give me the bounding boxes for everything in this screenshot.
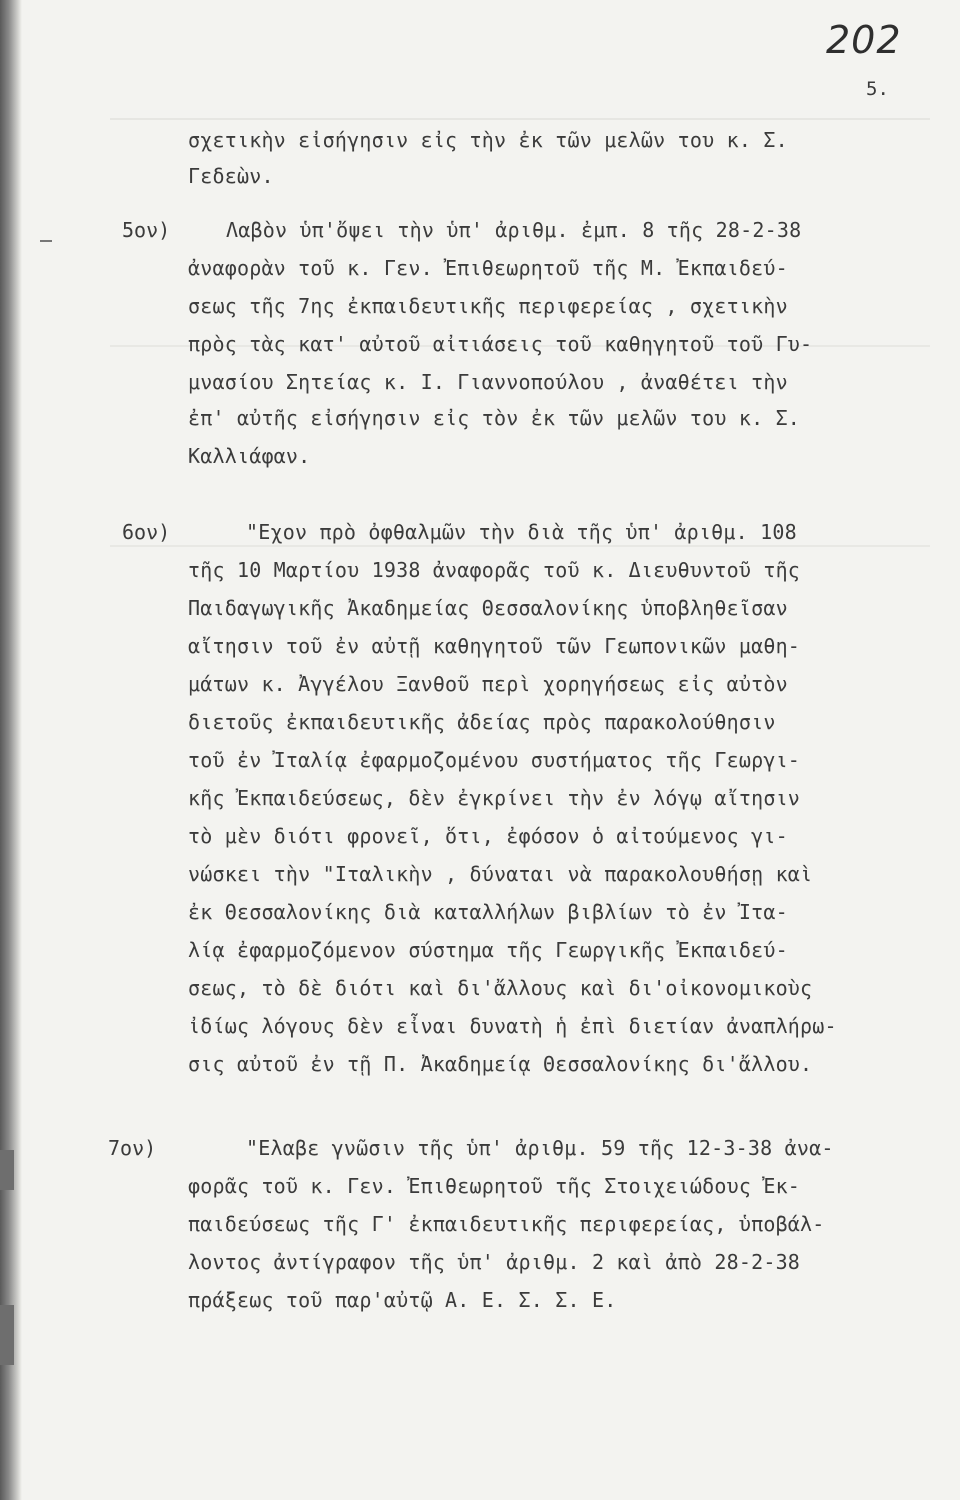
margin-tick-mark xyxy=(40,240,52,242)
text-line: μάτων κ. Ἀγγέλου Ξανθοῦ περὶ χορηγήσεως εἰς αὐτὸν xyxy=(188,672,788,696)
text-line: ἐκ Θεσσαλονίκης διὰ καταλλήλων βιβλίων τὸ ἐν Ἰτα- xyxy=(188,900,788,924)
show-through xyxy=(110,545,930,547)
text-line: διετοῦς ἐκπαιδευτικῆς ἀδείας πρὸς παρακολούθησιν xyxy=(188,710,776,734)
text-line: Λαβὸν ὑπ'ὄψει τὴν ὑπ' ἀριθμ. ἐμπ. 8 τῆς 28-2-38 xyxy=(226,218,802,242)
text-line: παιδεύσεως τῆς Γ' ἐκπαιδευτικῆς περιφερείας, ὑποβάλ- xyxy=(188,1212,825,1236)
text-line: τὸ μὲν διότι φρονεῖ, ὅτι, ἐφόσον ὁ αἰτούμενος γι- xyxy=(188,824,788,848)
text-line: σις αὐτοῦ ἐν τῇ Π. Ἀκαδημείᾳ Θεσσαλονίκης δι'ἄλλου. xyxy=(188,1052,813,1076)
text-line: ἀναφορὰν τοῦ κ. Γεν. Ἐπιθεωρητοῦ τῆς Μ. Ἐκπαιδεύ- xyxy=(188,256,788,280)
text-line: σχετικὴν εἰσήγησιν εἰς τὴν ἐκ τῶν μελῶν του κ. Σ. xyxy=(188,128,788,152)
item-marker: 6ον) xyxy=(122,520,171,544)
text-line: Παιδαγωγικῆς Ἀκαδημείας Θεσσαλονίκης ὑποβληθεῖσαν xyxy=(188,596,788,620)
text-line: πρὸς τὰς κατ' αὐτοῦ αἰτιάσεις τοῦ καθηγητοῦ τοῦ Γυ- xyxy=(188,332,813,356)
item-marker: 7ον) xyxy=(108,1136,157,1160)
text-line: "Εχον πρὸ ὀφθαλμῶν τὴν διὰ τῆς ὑπ' ἀριθμ. 108 xyxy=(246,520,797,544)
text-line: "Ελαβε γνῶσιν τῆς ὑπ' ἀριθμ. 59 τῆς 12-3-38 ἀνα- xyxy=(246,1136,834,1160)
text-line: αἴτησιν τοῦ ἐν αὐτῇ καθηγητοῦ τῶν Γεωπονικῶν μαθη- xyxy=(188,634,801,658)
show-through xyxy=(110,118,930,120)
text-line: Γεδεὼν. xyxy=(188,164,274,188)
scan-left-edge xyxy=(0,0,22,1500)
text-line: πράξεως τοῦ παρ'αὐτῷ Α. Ε. Σ. Σ. Ε. xyxy=(188,1288,617,1312)
scan-edge-mark xyxy=(0,1305,14,1365)
text-line: σεως τῆς 7ης ἐκπαιδευτικῆς περιφερείας , σχετικὴν xyxy=(188,294,788,318)
text-line: ἐπ' αὐτῆς εἰσήγησιν εἰς τὸν ἐκ τῶν μελῶν του κ. Σ. xyxy=(188,406,801,430)
text-line: μνασίου Σητείας κ. Ι. Γιαννοπούλου , ἀναθέτει τὴν xyxy=(188,370,788,394)
item-marker: 5ον) xyxy=(122,218,171,242)
text-line: φορᾶς τοῦ κ. Γεν. Ἐπιθεωρητοῦ τῆς Στοιχειώδους Ἐκ- xyxy=(188,1174,801,1198)
scan-edge-mark xyxy=(0,1150,14,1190)
text-line: Καλλιάφαν. xyxy=(188,444,311,468)
text-line: κῆς Ἐκπαιδεύσεως, δὲν ἐγκρίνει τὴν ἐν λόγῳ αἴτησιν xyxy=(188,786,801,810)
text-line: ἰδίως λόγους δὲν εἶναι δυνατὴ ἡ ἐπὶ διετίαν ἀναπλήρω- xyxy=(188,1014,837,1038)
text-line: λίᾳ ἐφαρμοζόμενον σύστημα τῆς Γεωργικῆς Ἐκπαιδεύ- xyxy=(188,938,788,962)
text-line: λοντος ἀντίγραφον τῆς ὑπ' ἀριθμ. 2 καὶ ἀπὸ 28-2-38 xyxy=(188,1250,801,1274)
handwritten-folio-number: 202 xyxy=(826,18,902,62)
page-number: 5. xyxy=(866,78,889,100)
text-line: τῆς 10 Μαρτίου 1938 ἀναφορᾶς τοῦ κ. Διευθυντοῦ τῆς xyxy=(188,558,801,582)
text-line: νώσκει τὴν "Ιταλικὴν , δύναται νὰ παρακολουθήσῃ καὶ xyxy=(188,862,813,886)
text-line: τοῦ ἐν Ἰταλίᾳ ἐφαρμοζομένου συστήματος τῆς Γεωργι- xyxy=(188,748,801,772)
text-line: σεως, τὸ δὲ διότι καὶ δι'ἄλλους καὶ δι'οἰκονομικοὺς xyxy=(188,976,813,1000)
